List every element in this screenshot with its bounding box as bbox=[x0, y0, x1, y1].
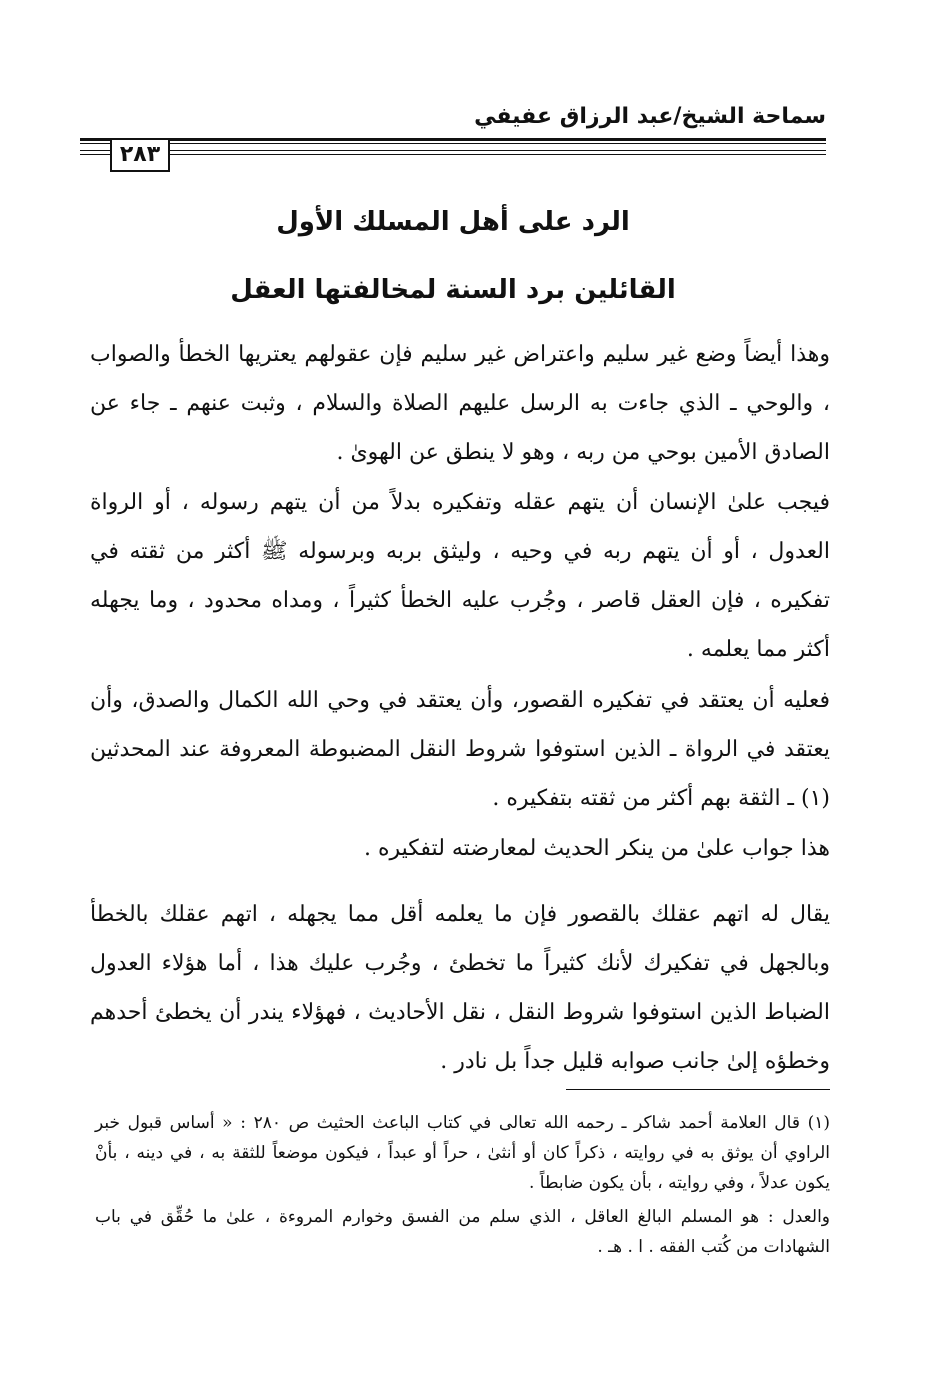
header-rule-right-2 bbox=[170, 154, 826, 155]
header-rule-thick bbox=[80, 138, 826, 141]
paragraph-text: يقال له اتهم عقلك بالقصور فإن ما يعلمه أقل مما يجهله ، اتهم عقلك بالخطأ وبالجهل في تفكيرك لأنك كثيراً ما تخطئ ، وجُرب عليك هذا ، أما هؤلاء العدول الضباط الذين استوفوا شروط النقل ، نقل الأحاديث ، فهؤلاء يندر أن يخطئ أحدهم وخطؤه إلىٰ جانب صوابه قليل جداً بل نادر . bbox=[90, 902, 830, 1074]
paragraph-2 bbox=[90, 478, 830, 674]
header-rule-thin bbox=[80, 143, 826, 144]
section-title-line-2: القائلين برد السنة لمخالفتها العقل bbox=[230, 275, 676, 305]
running-header: سماحة الشيخ/عبد الرزاق عفيفي bbox=[474, 104, 826, 129]
footnote-1-continuation: والعدل : هو المسلم البالغ العاقل ، الذي سلم من الفسق وخوارم المروءة ، علىٰ ما حُقِّق في باب الشهادات من كُتب الفقه . ا . هـ . bbox=[95, 1207, 830, 1257]
paragraph-4 bbox=[90, 824, 830, 873]
paragraph-1 bbox=[90, 330, 830, 477]
footnotes bbox=[95, 1108, 830, 1266]
paragraph-5 bbox=[90, 890, 830, 1086]
paragraph-text: هذا جواب علىٰ من ينكر الحديث لمعارضته لتفكيره . bbox=[363, 836, 830, 861]
section-title-line-1: الرد على أهل المسلك الأول bbox=[276, 207, 630, 237]
page-number: ٢٨٣ bbox=[110, 138, 170, 172]
footnote-separator bbox=[566, 1089, 830, 1090]
header-rule-left-2 bbox=[80, 154, 110, 155]
header-rule-left-1 bbox=[80, 150, 110, 151]
footnote-1: (١) قال العلامة أحمد شاكر ـ رحمه الله تعالى في كتاب الباعث الحثيث ص ٢٨٠ : « أساس قبول خبر الراوي أن يوثق به في روايته ، ذكراً كان أو أنثىٰ ، حراً أو عبداً ، فيكون موضعاً للثقة به ، في دينه ، بأنْ يكون عدلاً ، وفي روايته ، بأن يكون ضابطاً . bbox=[95, 1113, 830, 1193]
paragraph-3 bbox=[90, 676, 830, 823]
paragraph-text: وهذا أيضاً وضع غير سليم واعتراض غير سليم فإن عقولهم يعتريها الخطأ والصواب ، والوحي ـ الذي جاءت به الرسل عليهم الصلاة والسلام ، وثبت عنهم ـ جاء عن الصادق الأمين بوحي من ربه ، وهو لا ينطق عن الهوىٰ . bbox=[90, 342, 830, 465]
header-rule-right-1 bbox=[170, 150, 826, 151]
paragraph-text: فيجب علىٰ الإنسان أن يتهم عقله وتفكيره بدلاً من أن يتهم رسوله ، أو الرواة العدول ، أو أن يتهم ربه في وحيه ، وليثق بربه وبرسوله ﷺ أكثر من ثقته في تفكيره ، فإن العقل قاصر ، وجُرب عليه الخطأ كثيراً ، ومداه محدود ، وما يجهله أكثر مما يعلمه . bbox=[90, 490, 830, 662]
paragraph-text: فعليه أن يعتقد في تفكيره القصور، وأن يعتقد في وحي الله الكمال والصدق، وأن يعتقد في الرواة ـ الذين استوفوا شروط النقل المضبوطة المعروفة عند المحدثين (١) ـ الثقة بهم أكثر من ثقته بتفكيره . bbox=[90, 688, 830, 811]
